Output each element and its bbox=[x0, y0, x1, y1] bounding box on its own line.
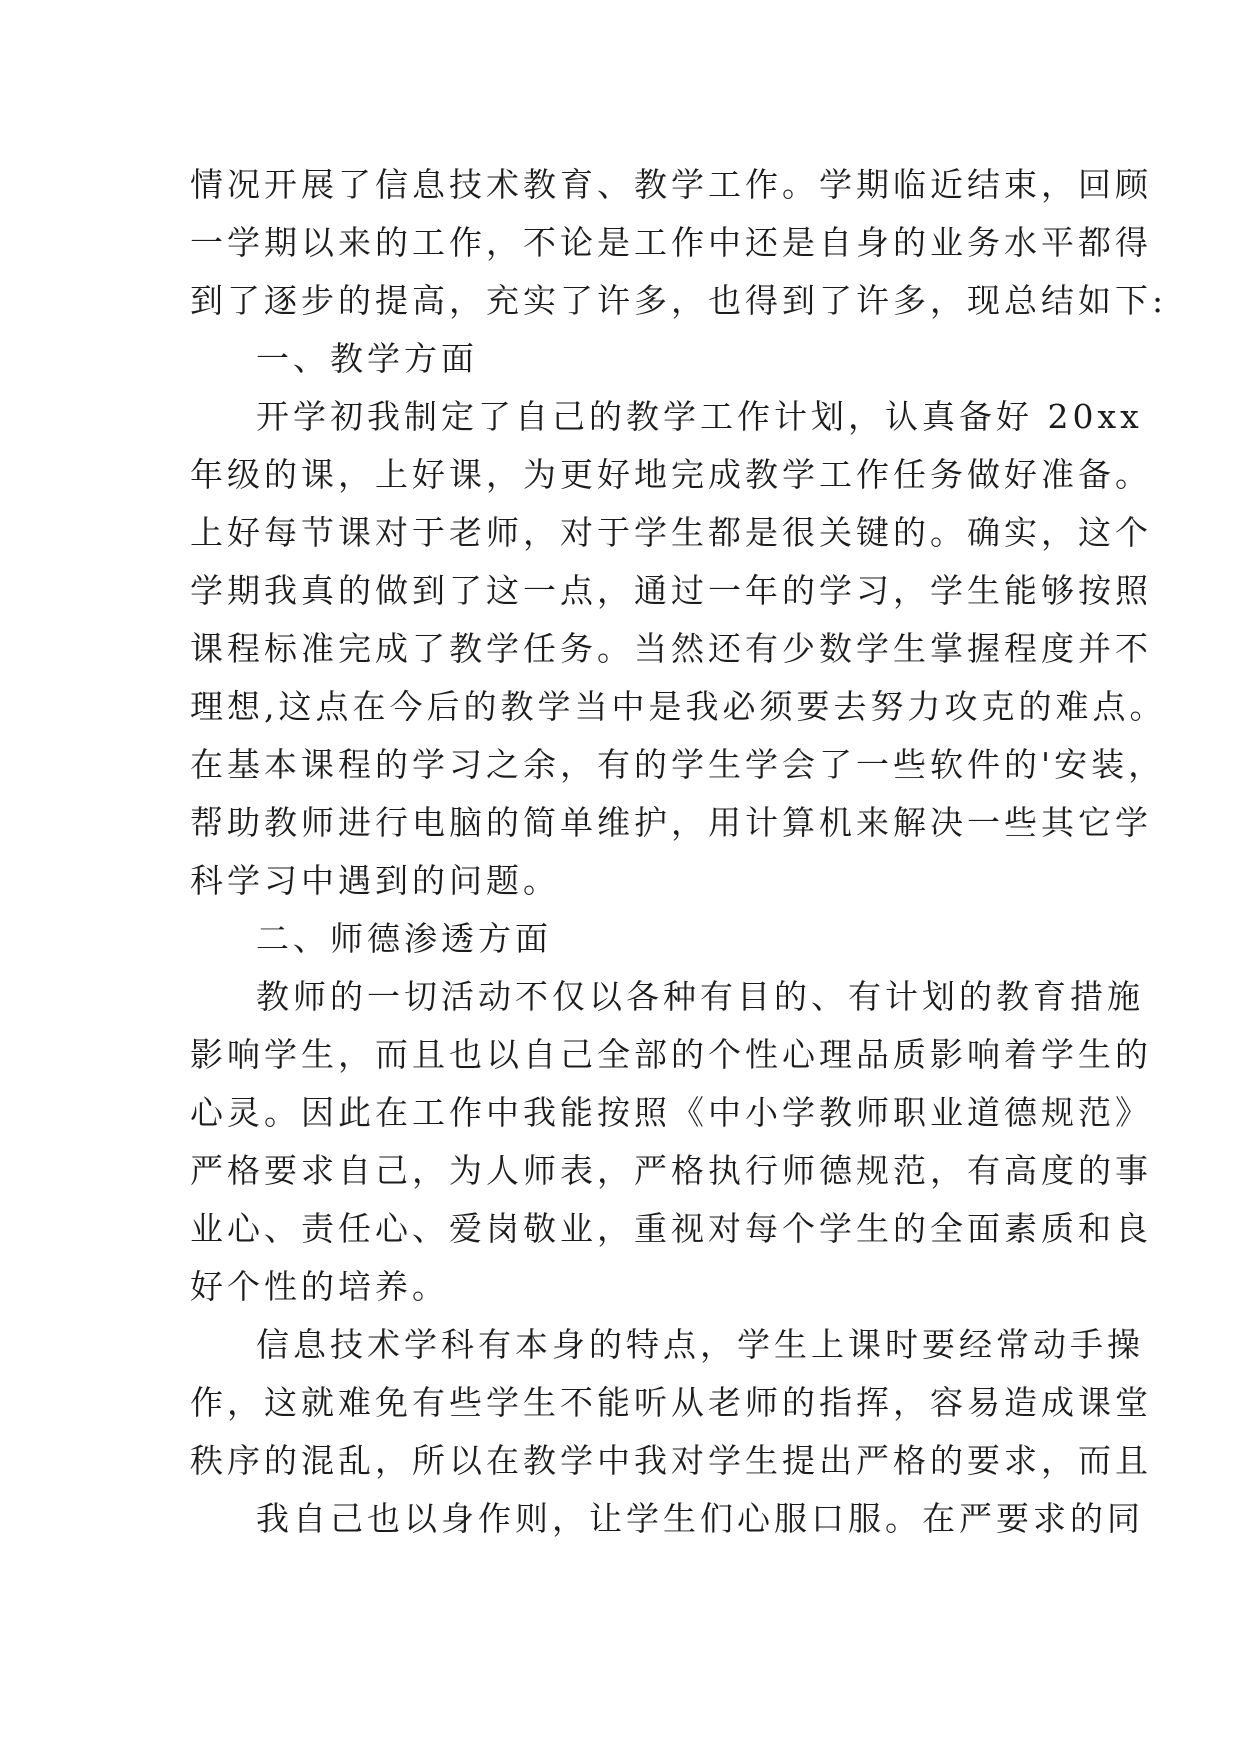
text-line: 一学期以来的工作，不论是工作中还是自身的业务水平都得 bbox=[190, 223, 1152, 262]
text-line: 上好每节课对于老师，对于学生都是很关键的。确实，这个 bbox=[190, 513, 1152, 552]
text-line: 业心、责任心、爱岗敬业，重视对每个学生的全面素质和良 bbox=[190, 1209, 1152, 1248]
text-line: 年级的课，上好课，为更好地完成教学工作任务做好准备。 bbox=[190, 455, 1152, 494]
text-line: 情况开展了信息技术教育、教学工作。学期临近结束，回顾 bbox=[190, 165, 1152, 204]
text-line: 心灵。因此在工作中我能按照《中小学教师职业道德规范》 bbox=[190, 1093, 1152, 1132]
text-line: 信息技术学科有本身的特点，学生上课时要经常动手操 bbox=[256, 1325, 1144, 1364]
text-line: 课程标准完成了教学任务。当然还有少数学生掌握程度并不 bbox=[190, 629, 1152, 668]
text-line: 影响学生，而且也以自己全部的个性心理品质影响着学生的 bbox=[190, 1035, 1152, 1074]
text-line: 好个性的培养。 bbox=[190, 1267, 449, 1306]
text-line: 作，这就难免有些学生不能听从老师的指挥，容易造成课堂 bbox=[190, 1383, 1152, 1422]
text-line: 科学习中遇到的问题。 bbox=[190, 861, 560, 900]
text-line: 在基本课程的学习之余，有的学生学会了一些软件的'安装， bbox=[190, 745, 1166, 784]
text-line: 秩序的混乱，所以在教学中我对学生提出严格的要求，而且 bbox=[190, 1441, 1152, 1480]
text-line: 严格要求自己，为人师表，严格执行师德规范，有高度的事 bbox=[190, 1151, 1152, 1190]
text-line: 教师的一切活动不仅以各种有目的、有计划的教育措施 bbox=[256, 977, 1144, 1016]
text-line: 学期我真的做到了这一点，通过一年的学习，学生能够按照 bbox=[190, 571, 1152, 610]
text-line: 帮助教师进行电脑的简单维护，用计算机来解决一些其它学 bbox=[190, 803, 1152, 842]
text-line: 开学初我制定了自己的教学工作计划，认真备好 20xx bbox=[256, 397, 1143, 436]
section-heading: 二、师德渗透方面 bbox=[256, 919, 552, 958]
text-line: 到了逐步的提高，充实了许多，也得到了许多，现总结如下: bbox=[190, 281, 1168, 320]
section-heading: 一、教学方面 bbox=[256, 339, 478, 378]
text-line: 理想,这点在今后的教学当中是我必须要去努力攻克的难点。 bbox=[190, 687, 1167, 726]
text-line: 我自己也以身作则，让学生们心服口服。在严要求的同 bbox=[256, 1499, 1144, 1538]
